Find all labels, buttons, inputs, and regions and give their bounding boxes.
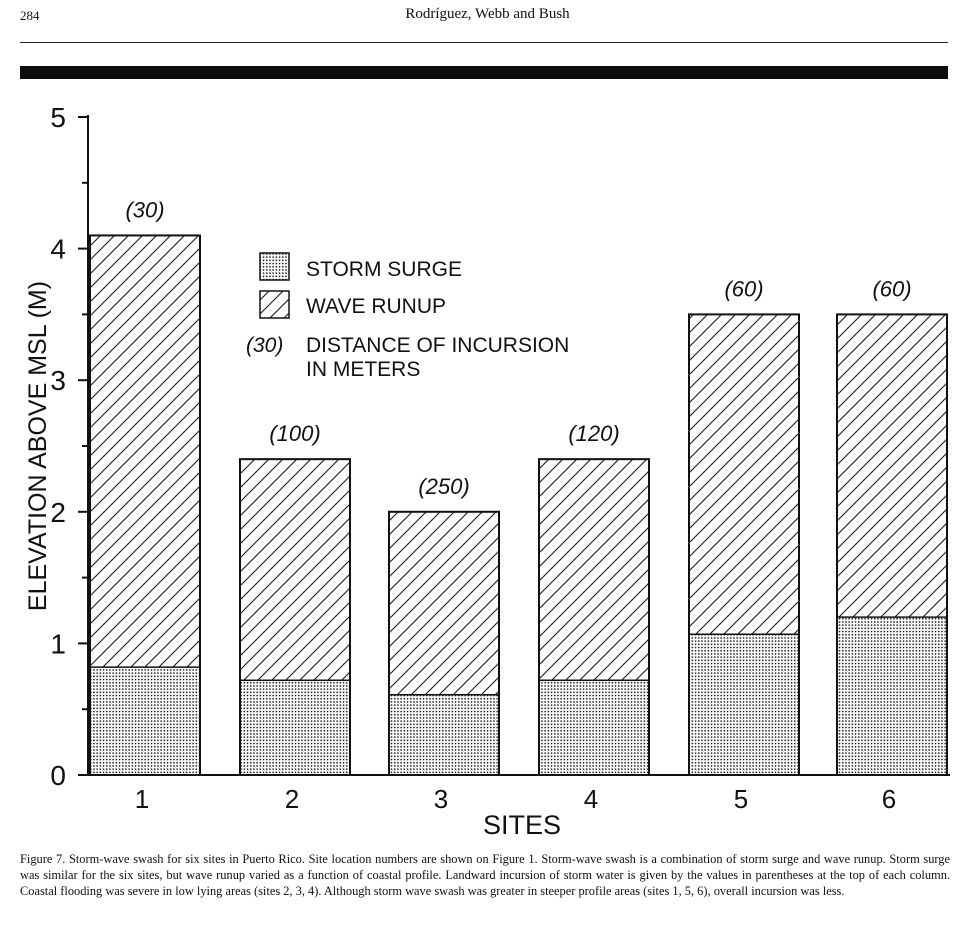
legend-label-incursion-line2: IN METERS xyxy=(306,358,421,381)
running-head: Rodríguez, Webb and Bush xyxy=(405,6,570,22)
bar-top-label: (100) xyxy=(269,421,321,447)
page-number: 284 xyxy=(20,8,40,23)
x-tick-label: 3 xyxy=(433,784,449,814)
y-tick-label: 0 xyxy=(50,760,66,791)
y-tick-label: 2 xyxy=(50,496,66,528)
bar-storm-surge xyxy=(90,667,200,775)
x-tick-label: 2 xyxy=(284,784,300,814)
x-axis-label: SITES xyxy=(482,810,562,840)
bar-storm-surge xyxy=(240,680,350,775)
bar-wave-runup xyxy=(389,512,499,695)
x-tick-label: 4 xyxy=(583,784,599,814)
legend-label-incursion: DISTANCE OF INCURSION xyxy=(306,334,570,357)
bar-top-label: (30) xyxy=(125,197,165,223)
legend-stipple-swatch xyxy=(260,253,289,280)
bar-top-label: (120) xyxy=(568,421,620,447)
legend-hatch-swatch xyxy=(260,291,289,318)
legend-symbol-incursion: (30) xyxy=(246,334,284,357)
x-tick-label: 5 xyxy=(733,784,749,814)
legend xyxy=(246,253,569,381)
bar-wave-runup xyxy=(90,235,200,667)
y-tick-label: 5 xyxy=(50,102,66,133)
bar-wave-runup xyxy=(539,459,649,680)
legend-label-wave-runup: WAVE RUNUP xyxy=(306,295,447,318)
x-tick-label: 6 xyxy=(881,784,897,814)
y-tick-label: 4 xyxy=(50,233,66,265)
bar-storm-surge xyxy=(539,680,649,775)
figure-caption: Figure 7. Storm-wave swash for six sites in Puerto Rico. Site location numbers are shown on Figure 1. Storm-wave swash is a combination of storm surge and wave runup. Storm surge was similar for the six sites, but wave runup varied as a function of coastal profile. Landward incursion of storm water is given by the values in parentheses at the top of each column. Coastal flooding was severe in low lying areas (sites 2, 3, 4). Although storm wave swash was greater in steeper profile areas (sites 1, 5, 6), overall incursion was less. xyxy=(20,852,950,898)
bar-wave-runup xyxy=(689,314,799,634)
bar-top-label: (60) xyxy=(724,276,764,302)
bar-top-label: (60) xyxy=(872,276,912,302)
y-tick-label: 3 xyxy=(50,365,66,397)
y-tick-label: 1 xyxy=(50,628,66,660)
y-axis-label: ELEVATION ABOVE MSL (M) xyxy=(24,280,52,612)
bars-group xyxy=(90,197,947,814)
bar-wave-runup xyxy=(837,314,947,617)
bar-top-label: (250) xyxy=(418,473,470,499)
bar-storm-surge xyxy=(837,617,947,775)
bar-storm-surge xyxy=(689,634,799,775)
bar-storm-surge xyxy=(389,695,499,775)
bar-wave-runup xyxy=(240,459,350,680)
x-tick-label: 1 xyxy=(134,784,150,814)
legend-label-storm-surge: STORM SURGE xyxy=(306,258,462,281)
